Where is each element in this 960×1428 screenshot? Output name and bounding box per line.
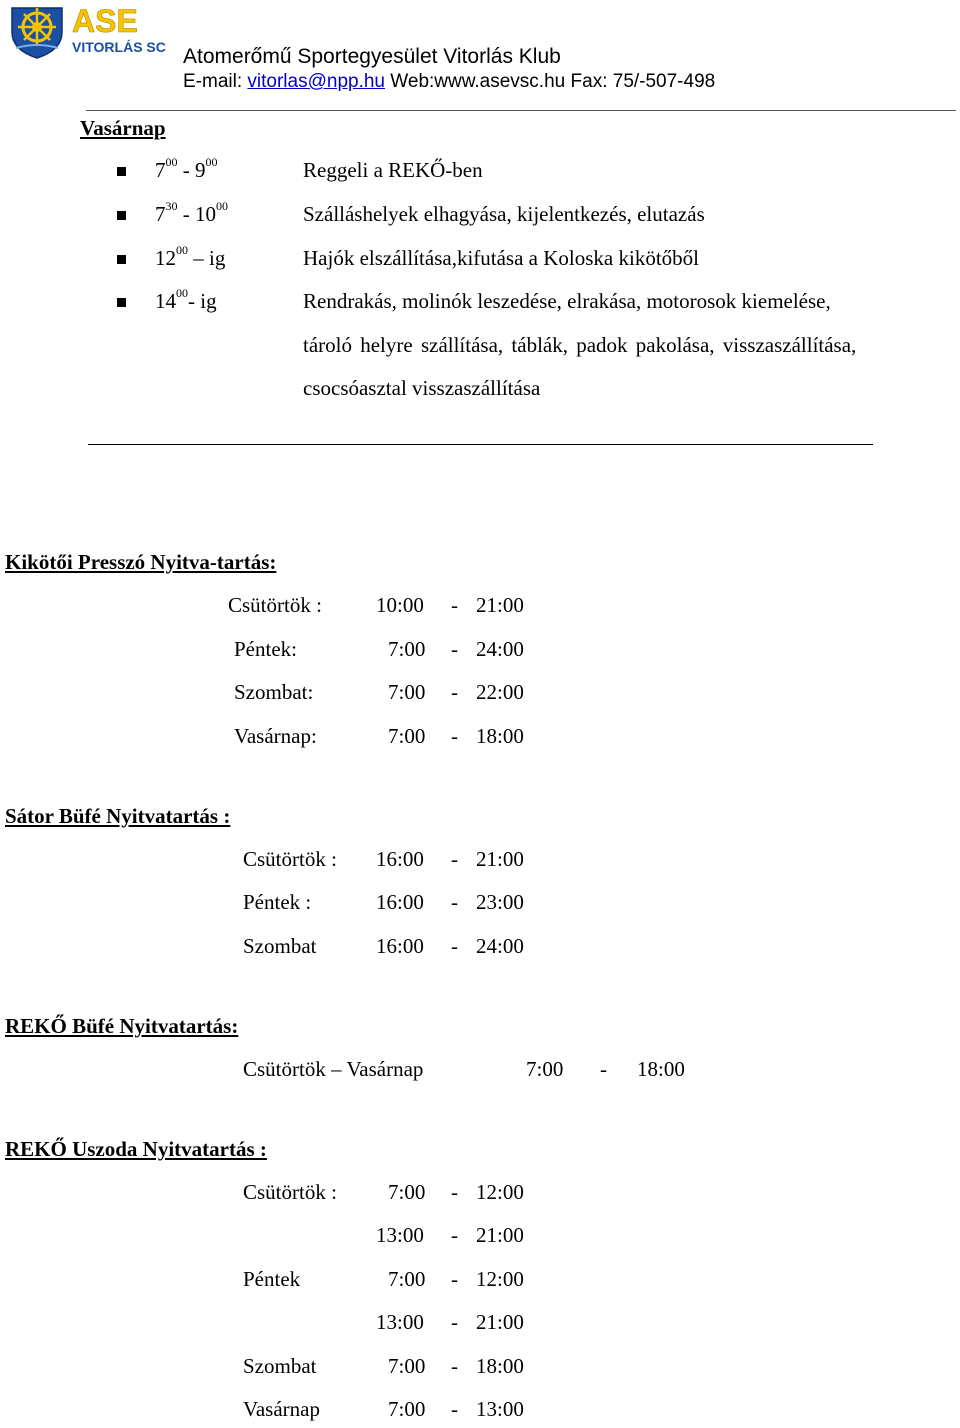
hours-day: Csütörtök : [243,1180,337,1204]
hours-to: 12:00 [476,1180,524,1204]
hours-from: 16:00 [376,934,424,958]
email-label: E-mail: [183,71,243,92]
hours-dash: - [451,890,458,914]
section-divider [88,444,873,445]
hours-dash: - [451,1310,458,1334]
hours-day: Szombat [243,1354,317,1378]
web-address[interactable]: Web:www.asevsc.hu [390,71,566,92]
hours-from: 7:00 [388,680,426,704]
hours-to: 18:00 [476,724,524,748]
ship-wheel-icon [12,8,62,58]
hours-day: Péntek : [243,890,312,914]
hours-dash: - [451,637,458,661]
hours-from: 7:00 [388,1354,426,1378]
hours-to: 21:00 [476,1223,524,1247]
sator-heading: Sátor Büfé Nyitvatartás : [5,804,231,828]
hours-day: Szombat [243,934,317,958]
hours-to: 24:00 [476,637,524,661]
schedule-desc: Rendrakás, molinók leszedése, elrakása, motorosok kiemelése, [303,289,831,313]
hours-from: 10:00 [376,593,424,617]
hours-day: Csütörtök : [243,847,337,871]
schedule-desc: Reggeli a REKŐ-ben [303,158,483,182]
hours-dash: - [451,1180,458,1204]
hours-dash: - [451,680,458,704]
sunday-heading: Vasárnap [80,116,166,140]
club-logo [6,2,166,60]
reko-bufe-heading: REKŐ Büfé Nyitvatartás: [5,1014,239,1038]
hours-from: 7:00 [388,1267,426,1291]
hours-dash: - [451,1354,458,1378]
hours-dash: - [451,934,458,958]
hours-dash: - [451,1397,458,1421]
hours-from: 16:00 [376,890,424,914]
schedule-time: $14^{00}-$ ig [155,286,217,313]
contact-line [183,71,715,93]
club-name: Atomerőmű Sportegyesület Vitorlás Klub [183,45,561,68]
schedule-time: $12^{00}$ – ig [155,243,226,270]
hours-to: 21:00 [476,847,524,871]
presszo-heading: Kikötői Presszó Nyitva-tartás: [5,550,277,574]
hours-to: 13:00 [476,1397,524,1421]
hours-from: 7:00 [388,724,426,748]
schedule-desc-line3: csocsóasztal visszaszállítása [303,376,541,400]
hours-day: Péntek: [234,637,297,661]
hours-dash: - [451,847,458,871]
hours-day: Péntek [243,1267,301,1291]
hours-from: 13:00 [376,1223,424,1247]
hours-from: 7:00 [388,1180,426,1204]
hours-day: Vasárnap: [234,724,317,748]
hours-from: 13:00 [376,1310,424,1334]
hours-from: 7:00 [388,1397,426,1421]
schedule-desc-line2: tároló helyre szállítása, táblák, padok pakolása, visszaszállítása, [303,333,857,357]
schedule-desc: Hajók elszállítása,kifutása a Koloska kikötőből [303,246,699,270]
hours-dash: - [451,1267,458,1291]
hours-day: Csütörtök – Vasárnap [243,1057,424,1081]
hours-dash: - [451,1223,458,1247]
hours-to: 23:00 [476,890,524,914]
schedule-desc: Szálláshelyek elhagyása, kijelentkezés, elutazás [303,202,705,226]
bullet-icon [117,211,126,220]
hours-to: 21:00 [476,1310,524,1334]
hours-day: Szombat: [234,680,314,704]
schedule-time: $7^{30} - 10^{00}$ [155,199,228,226]
email-link[interactable]: vitorlas@npp.hu [247,71,385,92]
hours-from: 16:00 [376,847,424,871]
logo-subtext: VITORLÁS SC [72,39,166,55]
hours-dash: - [600,1057,607,1081]
reko-uszoda-heading: REKŐ Uszoda Nyitvatartás : [5,1137,267,1161]
bullet-icon [117,255,126,264]
schedule-time: $7^{00} - 9^{00}$ [155,155,218,182]
hours-to: 12:00 [476,1267,524,1291]
hours-from: 7:00 [526,1057,564,1081]
hours-dash: - [451,724,458,748]
hours-day: Vasárnap [243,1397,320,1421]
logo-ase-text: ASE [72,3,138,39]
bullet-icon [117,298,126,307]
hours-to: 18:00 [476,1354,524,1378]
hours-day: Csütörtök : [228,593,322,617]
hours-dash: - [451,593,458,617]
hours-from: 7:00 [388,637,426,661]
hours-to: 24:00 [476,934,524,958]
header-divider [86,110,956,111]
bullet-icon [117,167,126,176]
hours-to: 22:00 [476,680,524,704]
hours-to: 18:00 [637,1057,685,1081]
hours-to: 21:00 [476,593,524,617]
fax-number: Fax: 75/-507-498 [570,71,716,92]
